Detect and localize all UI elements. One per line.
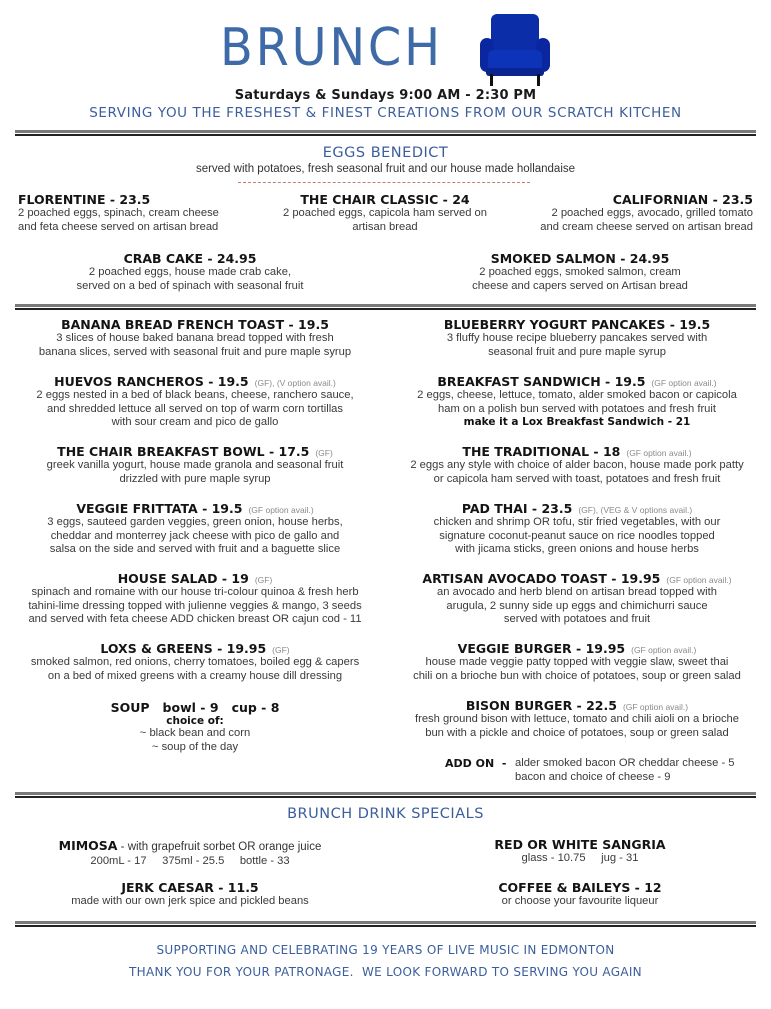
add-on-options: alder smoked bacon OR cheddar cheese - 5 bacon and choice of cheese - 9 <box>515 757 735 783</box>
soup-item <box>5 700 385 754</box>
menu-item <box>5 374 385 430</box>
divider <box>15 921 756 927</box>
item-desc: 2 eggs, cheese, lettuce, tomato, alder smoked bacon or capicola ham on a polish bun served with potatoes and fresh fruit <box>417 389 737 415</box>
menu-item <box>430 251 730 293</box>
menu-item <box>5 317 385 359</box>
item-desc: 3 slices of house baked banana bread topped with fresh banana slices, served with seasonal fruit and pure maple syrup <box>38 332 352 358</box>
item-title: THE TRADITIONAL - 18 (GF option avail.) <box>462 444 692 459</box>
item-title: BISON BURGER - 22.5 (GF option avail.) <box>465 698 689 713</box>
item-desc: 2 poached eggs, smoked salmon, cream cheese and capers served on Artisan bread <box>472 266 688 292</box>
menu-item <box>5 501 385 557</box>
item-desc: glass - 10.75 jug - 31 <box>521 852 639 864</box>
add-on-label: ADD ON - <box>445 757 507 770</box>
menu-item <box>387 641 767 683</box>
dietary-note: (GF option avail.) <box>666 575 732 585</box>
item-desc: smoked salmon, red onions, cherry tomatoes, boiled egg & capers on a bed of mixed greens with a creamy house dill dressing <box>30 656 360 682</box>
item-title: FLORENTINE - 23.5 <box>18 192 151 207</box>
footer-line-2: THANK YOU FOR YOUR PATRONAGE. WE LOOK FORWARD TO SERVING YOU AGAIN <box>129 965 642 979</box>
item-desc: 2 eggs any style with choice of alder bacon, house made pork patty or capicola ham served with toast, potatoes and fresh fruit <box>410 459 744 485</box>
item-desc: made with our own jerk spice and pickled beans <box>71 895 309 907</box>
menu-item <box>5 571 385 627</box>
item-title: THE CHAIR BREAKFAST BOWL - 17.5 (GF) <box>57 444 333 459</box>
item-desc: an avocado and herb blend on artisan bread topped with arugula, 2 sunny side up eggs and chimichurri sauce served with potatoes and fruit <box>437 586 717 625</box>
item-desc: 2 poached eggs, avocado, grilled tomato and cream cheese served on artisan bread <box>540 207 753 233</box>
item-title: CRAB CAKE - 24.95 <box>123 251 257 266</box>
menu-item <box>387 698 767 740</box>
menu-title: BRUNCH <box>220 18 443 78</box>
dietary-note: (GF option avail.) <box>622 702 689 712</box>
menu-item <box>513 192 753 234</box>
menu-item <box>387 317 767 359</box>
section-heading-drinks: BRUNCH DRINK SPECIALS <box>287 806 484 822</box>
item-title: BANANA BREAD FRENCH TOAST - 19.5 <box>61 317 329 332</box>
dietary-note: (GF) <box>315 448 333 458</box>
section-subtitle: served with potatoes, fresh seasonal fruit and our house made hollandaise <box>195 163 576 175</box>
drink-item <box>420 837 740 866</box>
item-title: ARTISAN AVOCADO TOAST - 19.95 (GF option avail.) <box>422 571 732 586</box>
item-desc: greek vanilla yogurt, house made granola and seasonal fruit drizzled with pure maple syrup <box>46 459 344 485</box>
dietary-note: (GF option avail.) <box>651 378 717 388</box>
dietary-note: (GF option avail.) <box>626 448 692 458</box>
footer-line-1: SUPPORTING AND CELEBRATING 19 YEARS OF LIVE MUSIC IN EDMONTON <box>156 943 615 957</box>
item-desc: house made veggie patty topped with veggie slaw, sweet thai chili on a brioche bun with choice of potatoes, soup or green salad <box>413 656 741 682</box>
item-desc: 2 poached eggs, house made crab cake, served on a bed of spinach with seasonal fruit <box>76 266 304 292</box>
divider <box>15 304 756 310</box>
soup-options: ~ black bean and corn ~ soup of the day <box>139 727 251 753</box>
dietary-note: (GF) <box>272 645 290 655</box>
menu-item <box>18 192 258 234</box>
tagline: SERVING YOU THE FRESHEST & FINEST CREATIONS FROM OUR SCRATCH KITCHEN <box>89 105 682 121</box>
item-title: SMOKED SALMON - 24.95 <box>490 251 670 266</box>
drink-item <box>420 880 740 909</box>
menu-item <box>387 501 767 557</box>
dietary-note: (GF), (V option avail.) <box>254 378 336 388</box>
item-desc: spinach and romaine with our house tri-colour quinoa & fresh herb tahini-lime dressing topped with julienne veggies & mango, 3 seeds and served with feta cheese ADD chicken breast OR cajun cod - 11 <box>28 586 362 625</box>
menu-item <box>5 641 385 683</box>
lox-upgrade: make it a Lox Breakfast Sandwich - 21 <box>463 416 691 428</box>
menu-item <box>387 444 767 486</box>
item-desc: 3 eggs, sauteed garden veggies, green onion, house herbs, cheddar and monterrey jack cheese with pico de gallo and salsa on the side and served with fruit and a baguette slice <box>47 516 343 555</box>
item-title: RED OR WHITE SANGRIA <box>494 837 666 852</box>
dietary-note: (GF option avail.) <box>631 645 697 655</box>
hours: Saturdays & Sundays 9:00 AM - 2:30 PM <box>234 88 537 103</box>
item-desc: 200mL - 17 375ml - 25.5 bottle - 33 <box>90 855 290 867</box>
drink-item <box>30 837 350 869</box>
menu-item <box>5 444 385 486</box>
divider <box>15 130 756 136</box>
dietary-note: (GF), (VEG & V options avail.) <box>578 505 693 515</box>
item-desc: fresh ground bison with lettuce, tomato and chili aioli on a brioche bun with a pickle and choice of potatoes, soup or green salad <box>414 713 739 739</box>
item-desc: 2 poached eggs, capicola ham served on artisan bread <box>283 207 487 233</box>
item-title: HUEVOS RANCHEROS - 19.5 (GF), (V option avail.) <box>54 374 336 389</box>
item-title: COFFEE & BAILEYS - 12 <box>498 880 662 895</box>
item-title: CALIFORNIAN - 23.5 <box>612 192 753 207</box>
dietary-note: (GF option avail.) <box>248 505 314 515</box>
dashed-divider <box>238 182 530 183</box>
item-desc: 3 fluffy house recipe blueberry pancakes served with seasonal fruit and pure maple syrup <box>446 332 708 358</box>
item-title: JERK CAESAR - 11.5 <box>121 880 259 895</box>
item-title: VEGGIE FRITTATA - 19.5 (GF option avail.) <box>76 501 314 516</box>
item-desc: 2 poached eggs, spinach, cream cheese and feta cheese served on artisan bread <box>18 207 219 233</box>
choice-label: choice of: <box>166 715 224 727</box>
item-title: LOXS & GREENS - 19.95 (GF) <box>100 641 290 656</box>
item-title: SOUP bowl - 9 cup - 8 <box>110 700 280 715</box>
divider <box>15 792 756 798</box>
dietary-note: (GF) <box>254 575 273 585</box>
item-title: MIMOSA - with grapefruit sorbet OR orange juice <box>58 838 322 853</box>
item-title: PAD THAI - 23.5 (GF), (VEG & V options avail.) <box>461 501 693 516</box>
armchair-icon <box>476 10 554 88</box>
item-title: VEGGIE BURGER - 19.95 (GF option avail.) <box>457 641 697 656</box>
item-desc: chicken and shrimp OR tofu, stir fried vegetables, with our signature coconut-peanut sauce on rice noodles topped with jicama sticks, green onions and house herbs <box>433 516 721 555</box>
drink-item <box>30 880 350 909</box>
section-heading-eggs-benedict: EGGS BENEDICT <box>322 145 449 161</box>
menu-item <box>40 251 340 293</box>
item-desc: or choose your favourite liqueur <box>501 895 659 907</box>
item-title: HOUSE SALAD - 19 (GF) <box>117 571 273 586</box>
item-title: BREAKFAST SANDWICH - 19.5 (GF option avail.) <box>437 374 717 389</box>
menu-item <box>387 571 767 627</box>
item-title: BLUEBERRY YOGURT PANCAKES - 19.5 <box>443 317 711 332</box>
add-on <box>445 757 765 784</box>
menu-item <box>265 192 505 234</box>
item-desc: 2 eggs nested in a bed of black beans, cheese, ranchero sauce, and shredded lettuce all served on top of warm corn tortillas with sour cream and pico de gallo <box>36 389 354 428</box>
menu-item <box>387 374 767 428</box>
item-title: THE CHAIR CLASSIC - 24 <box>300 192 470 207</box>
